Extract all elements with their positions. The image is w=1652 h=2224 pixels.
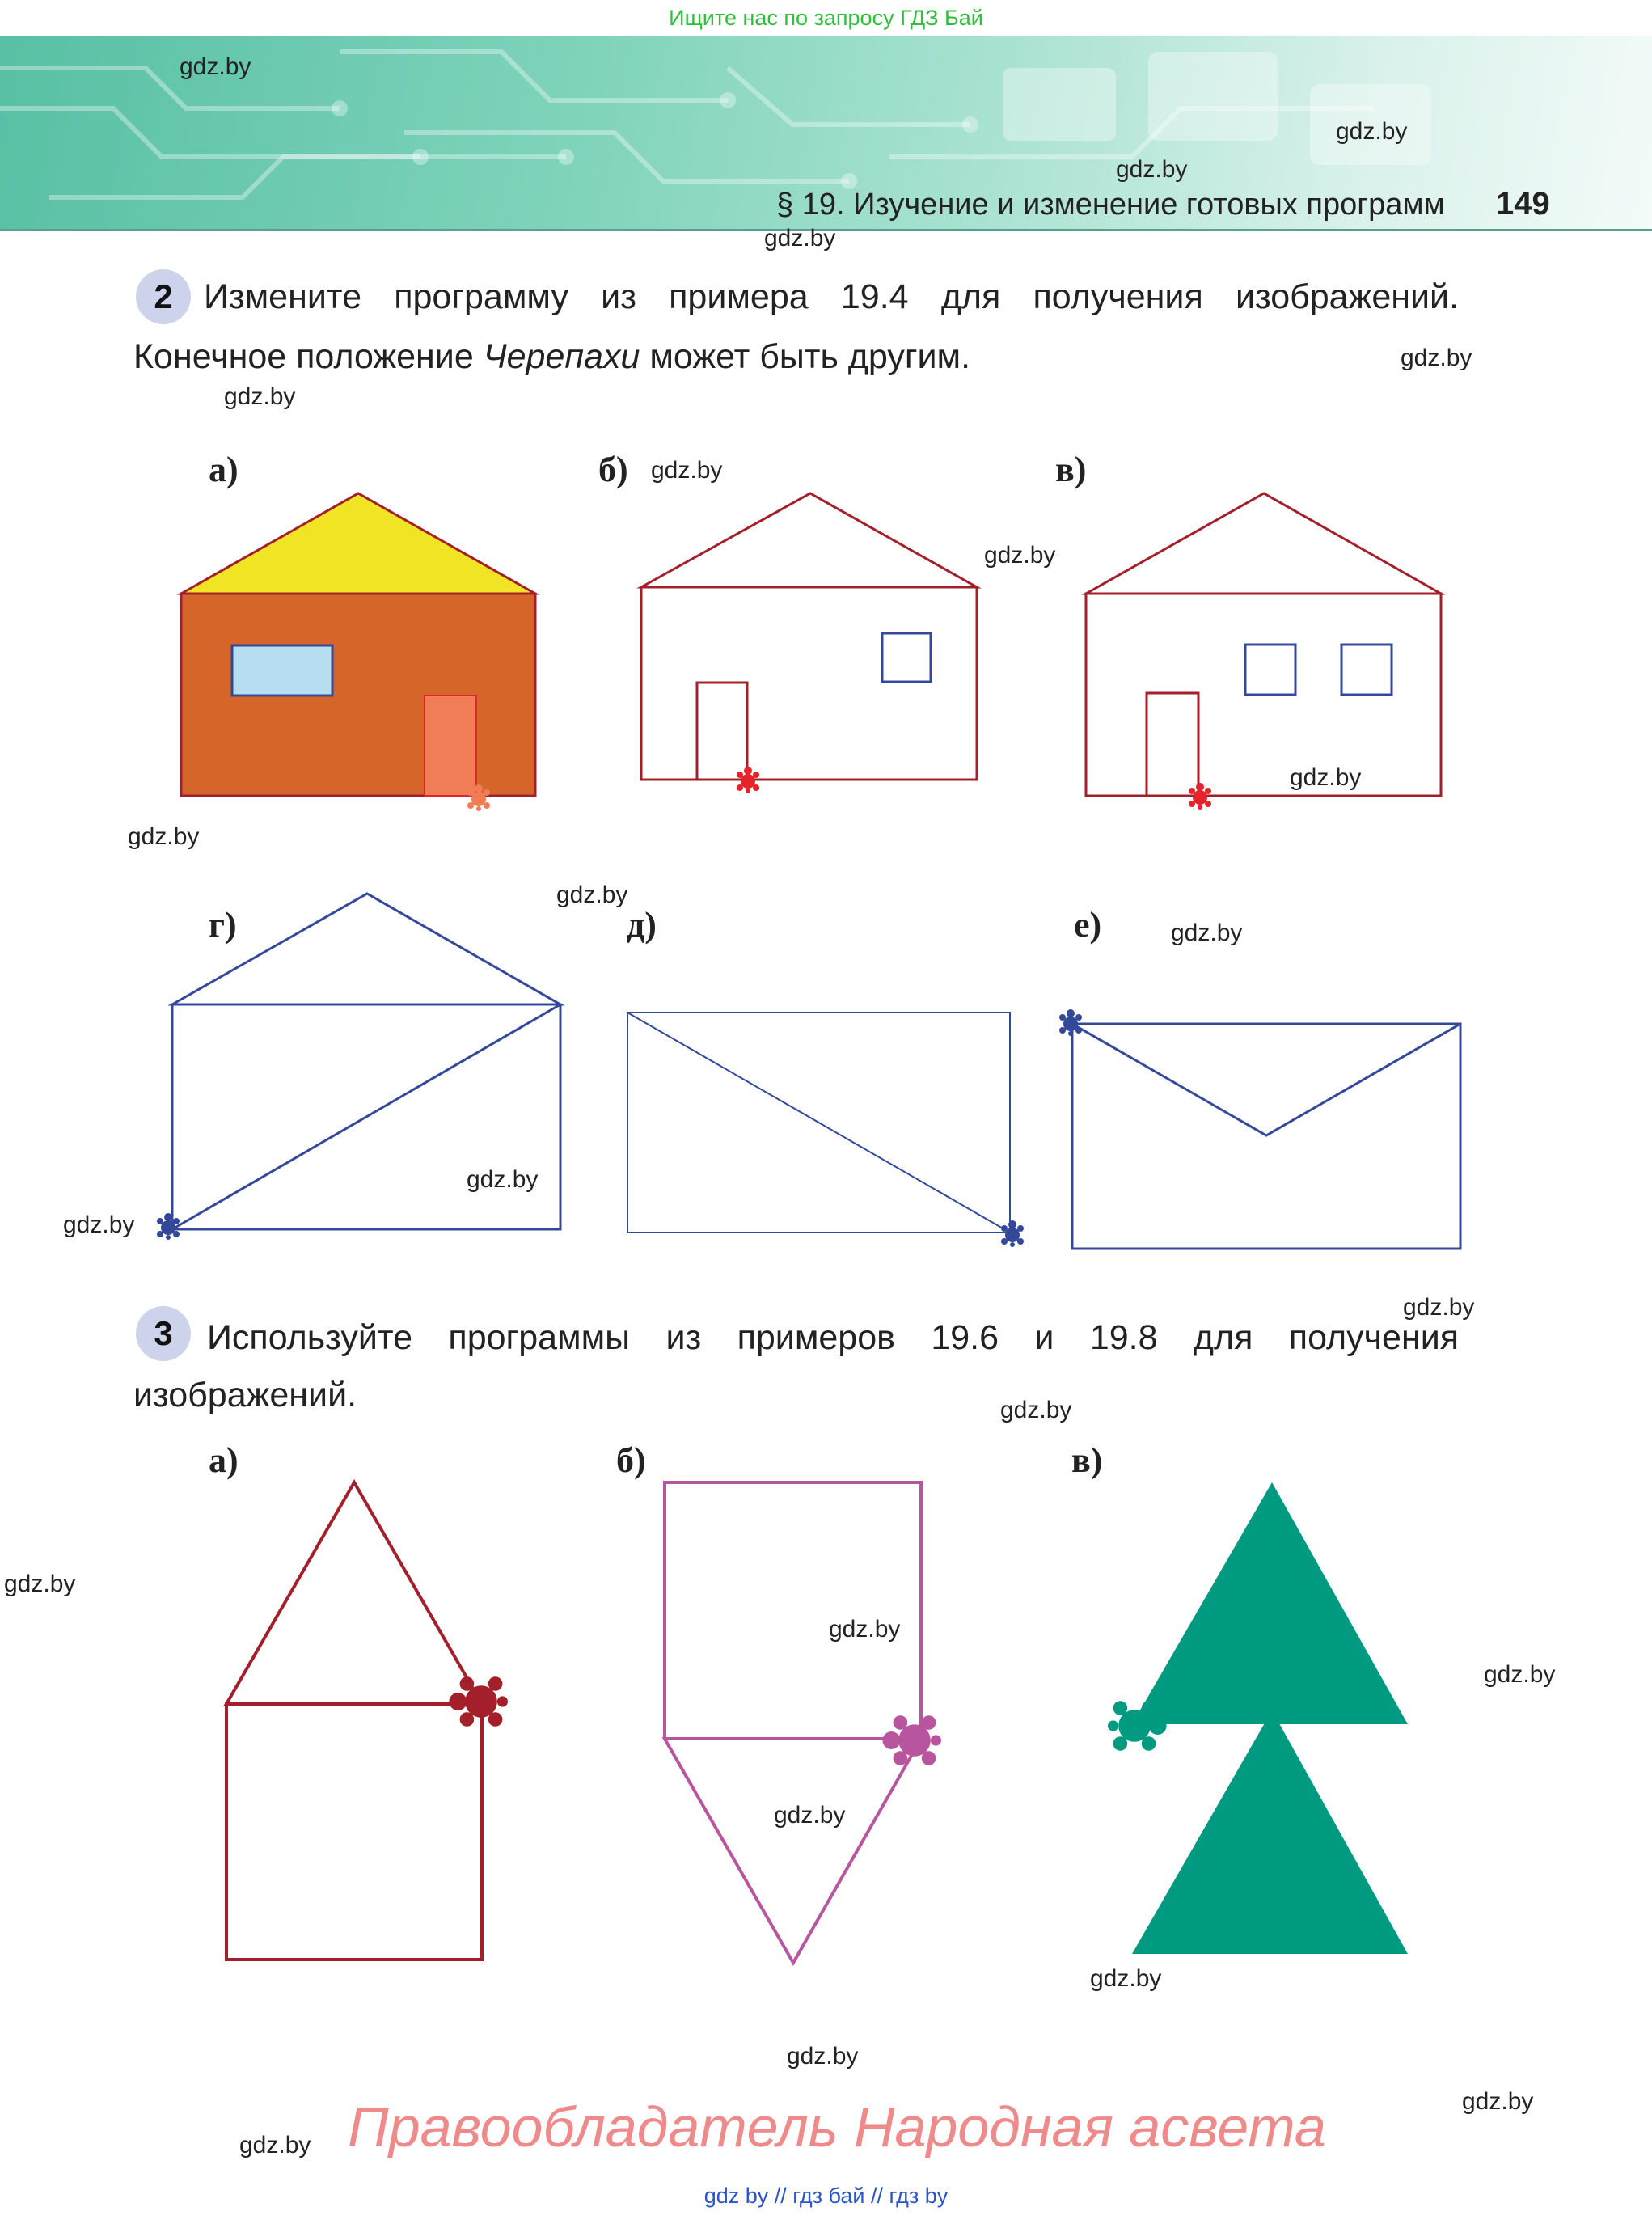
watermark: gdz.by	[774, 1802, 846, 1829]
roof-outline	[172, 894, 560, 1004]
figure-label-3a: а)	[209, 1440, 239, 1480]
turtle-word: Черепахи	[483, 337, 640, 376]
watermark: gdz.by	[4, 1571, 76, 1597]
watermark: gdz.by	[63, 1211, 135, 1238]
watermark: gdz.by	[239, 2132, 311, 2158]
watermark: gdz.by	[787, 2043, 859, 2070]
figure-label-2d: д)	[627, 905, 657, 945]
door-outline	[1147, 693, 1198, 796]
task-3-line-2: изображений.	[133, 1376, 357, 1414]
roof-shape	[181, 493, 535, 594]
figure-label-2g: г)	[209, 905, 237, 945]
triangle-top	[1132, 1482, 1408, 1724]
copyright-notice: Правообладатель Народная асвета	[348, 2095, 1326, 2158]
figure-3b-shape	[665, 1482, 921, 1963]
figure-label-2b: б)	[598, 450, 628, 489]
window-shape	[232, 645, 332, 696]
section-title: § 19. Изучение и изменение готовых программ	[776, 188, 1445, 222]
watermark: gdz.by	[764, 225, 836, 252]
wall-outline	[641, 587, 977, 780]
square-outline	[226, 1704, 482, 1960]
task-3-line-1: Используйте программы из примеров 19.6 и 19.8 для получения	[207, 1318, 1459, 1357]
task-2-line-2-start: Конечное положение	[133, 337, 484, 376]
figure-label-2v: в)	[1055, 450, 1087, 489]
task-3-badge: 3	[136, 1306, 191, 1361]
figure-2v-house-two-windows	[1086, 493, 1441, 796]
window-outline	[882, 633, 931, 682]
watermark: gdz.by	[1462, 2088, 1534, 2115]
watermark: gdz.by	[984, 542, 1056, 569]
figure-2e-envelope	[1072, 1024, 1460, 1249]
watermark: gdz.by	[467, 1166, 539, 1193]
turtle-icon	[1001, 1220, 1024, 1247]
figure-label-2a: а)	[209, 450, 239, 489]
task-2-badge: 2	[136, 269, 191, 324]
figure-3v-tree	[1132, 1482, 1408, 1954]
window-right-outline	[1341, 645, 1392, 695]
watermark: gdz.by	[1336, 118, 1408, 145]
triangle-bottom	[1132, 1710, 1408, 1954]
watermark: gdz.by	[1000, 1397, 1072, 1423]
figure-label-3v: в)	[1071, 1440, 1103, 1480]
watermark: gdz.by	[1090, 1965, 1162, 1992]
watermark: gdz.by	[556, 882, 628, 908]
figure-2d-rectangle-diagonal	[627, 1013, 1010, 1233]
watermark: gdz.by	[1290, 764, 1362, 791]
figure-2a-colored-house	[181, 493, 535, 811]
roof-outline	[641, 493, 977, 587]
task-2-line-2-end: может быть другим.	[640, 337, 971, 376]
envelope-flap	[1072, 1024, 1460, 1135]
watermark: gdz.by	[1484, 1661, 1556, 1688]
diagonal-line	[172, 1004, 560, 1229]
door-outline	[697, 683, 747, 780]
watermark: gdz.by	[1116, 156, 1188, 183]
figure-label-2e: е)	[1074, 905, 1102, 945]
figure-2b-house-one-window	[641, 493, 977, 780]
watermark: gdz.by	[1401, 345, 1472, 371]
watermark: gdz.by	[180, 53, 251, 80]
window-left-outline	[1245, 645, 1295, 695]
door-shape	[425, 696, 476, 796]
footer-links[interactable]: gdz by // гдз бай // гдз by	[703, 2184, 949, 2208]
watermark: gdz.by	[1403, 1294, 1475, 1321]
square-outline	[665, 1482, 921, 1739]
figure-3a-house	[226, 1482, 482, 1960]
watermark: gdz.by	[1171, 920, 1243, 946]
watermark: gdz.by	[829, 1616, 901, 1643]
triangle-outline	[665, 1739, 921, 1963]
roof-outline	[1086, 493, 1441, 594]
top-search-banner[interactable]: Ищите нас по запросу ГДЗ Бай	[669, 6, 983, 30]
turtle-icon	[449, 1676, 508, 1727]
watermark: gdz.by	[651, 457, 723, 484]
task-2-line-1: Измените программу из примера 19.4 для получения изображений.	[204, 277, 1459, 316]
diagonal-line	[627, 1013, 1010, 1233]
triangle-outline	[226, 1482, 482, 1704]
watermark: gdz.by	[224, 383, 296, 410]
page-number: 149	[1496, 186, 1550, 222]
watermark: gdz.by	[128, 823, 200, 850]
figure-label-3b: б)	[616, 1440, 646, 1480]
